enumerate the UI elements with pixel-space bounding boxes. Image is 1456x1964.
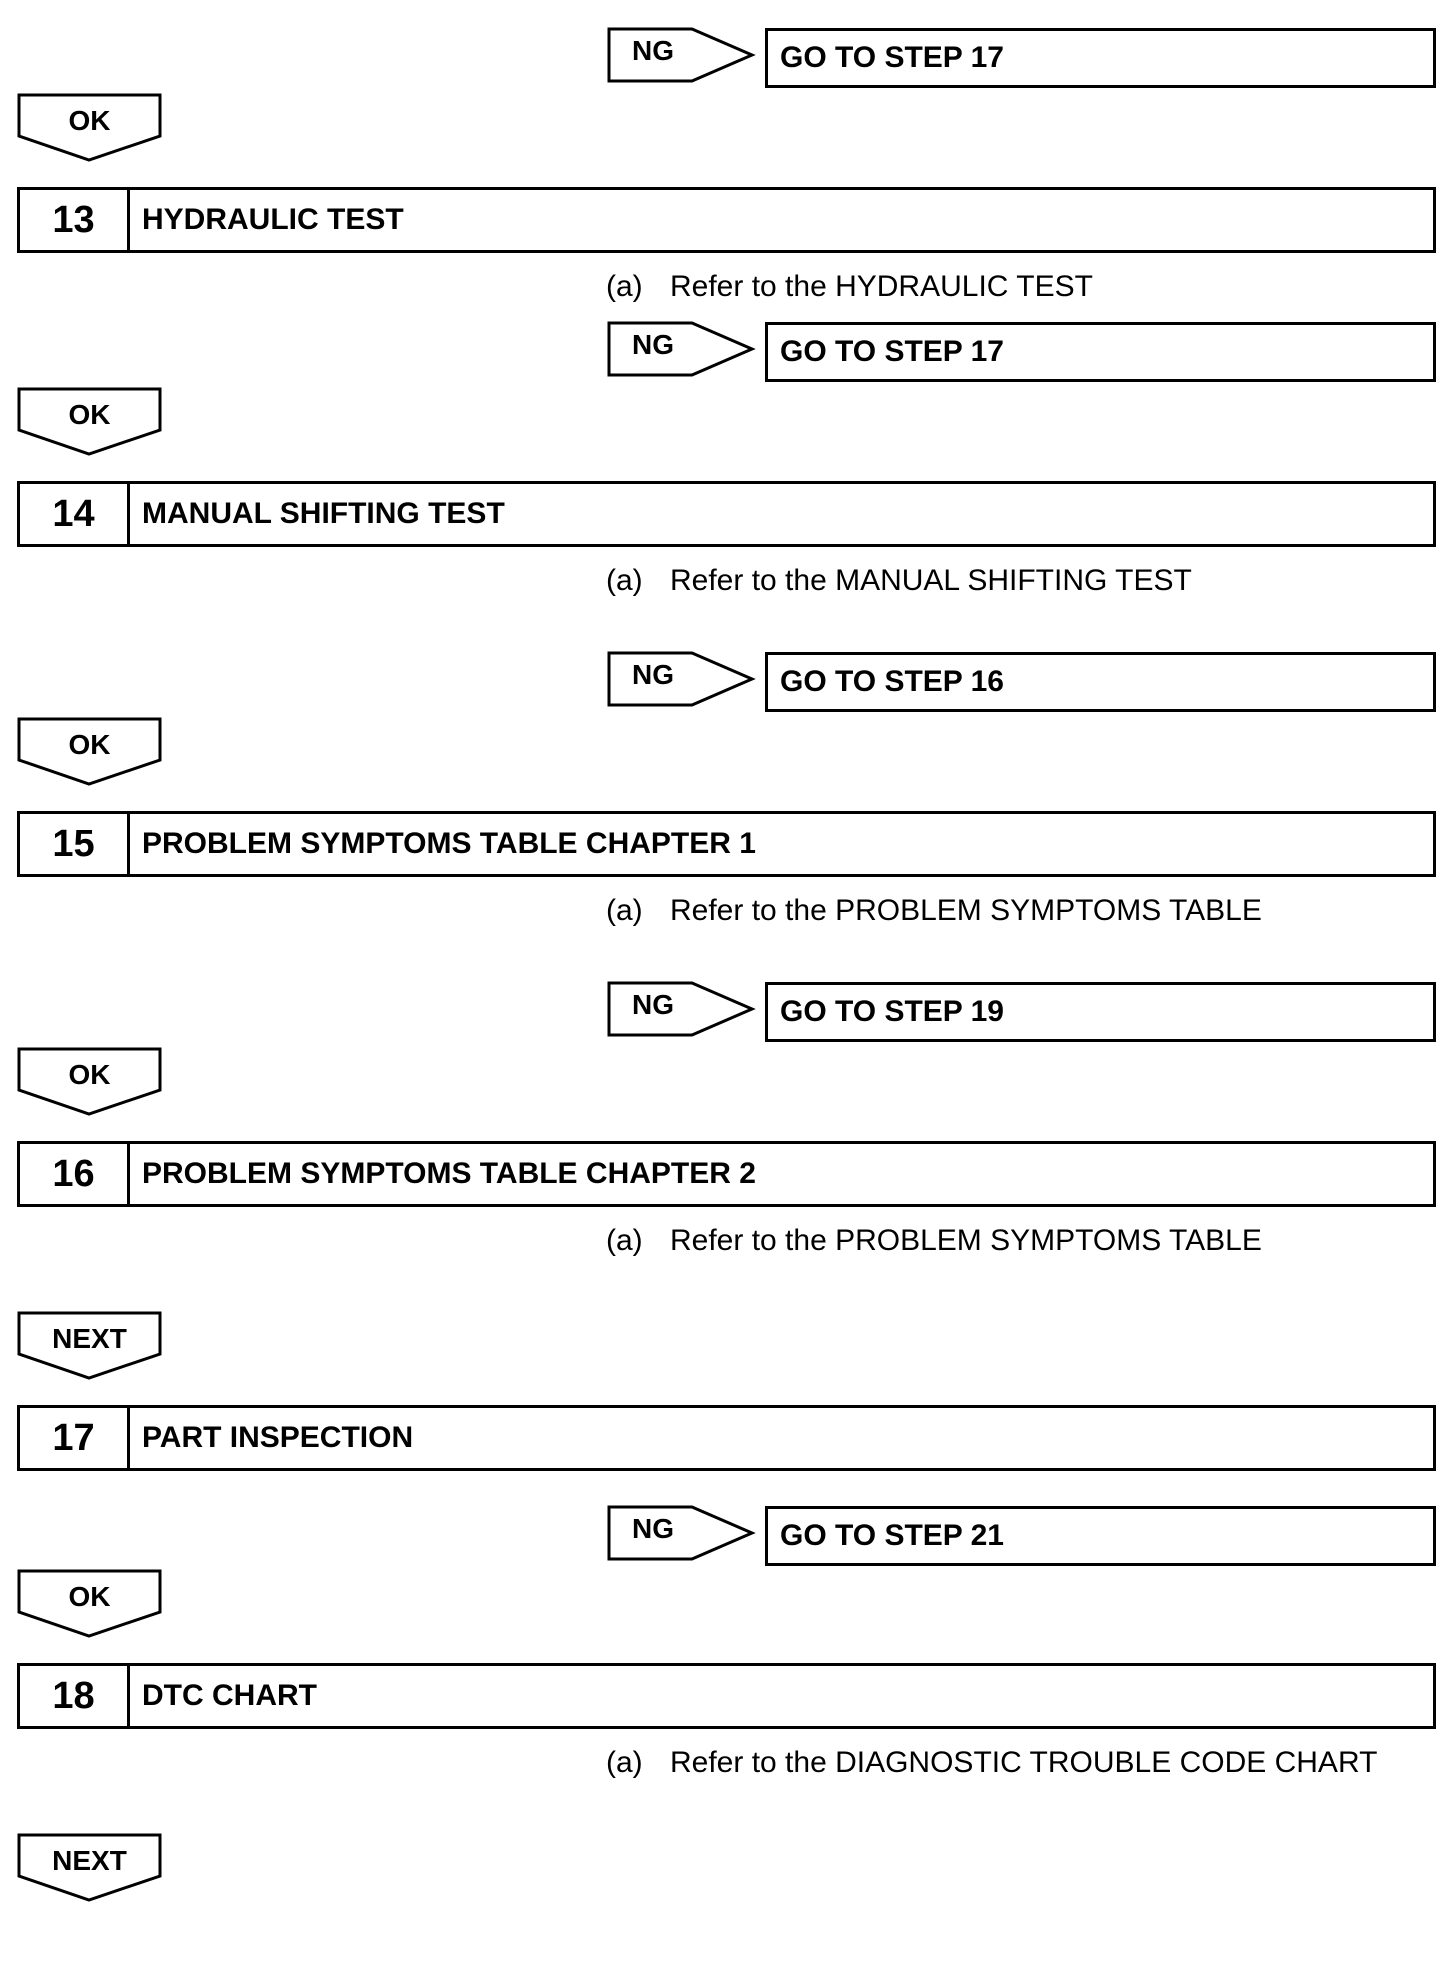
step-note xyxy=(606,1746,1377,1780)
note-label: (a) xyxy=(606,1224,643,1257)
goto-step-box[interactable]: GO TO STEP 19 xyxy=(765,982,1436,1042)
step-title: PROBLEM SYMPTOMS TABLE CHAPTER 1 xyxy=(142,827,756,860)
ok-label: OK xyxy=(68,399,111,430)
note-text: Refer to the DIAGNOSTIC TROUBLE CODE CHART xyxy=(670,1746,1378,1779)
ng-label: NG xyxy=(632,659,674,690)
step-number: 17 xyxy=(20,1408,130,1468)
step-box-18 xyxy=(17,1663,1436,1729)
ng-label: NG xyxy=(632,1513,674,1544)
step-title: PROBLEM SYMPTOMS TABLE CHAPTER 2 xyxy=(142,1157,756,1190)
next-label: NEXT xyxy=(52,1323,127,1354)
step-box-15 xyxy=(17,811,1436,877)
next-label: NEXT xyxy=(52,1845,127,1876)
note-text: Refer to the PROBLEM SYMPTOMS TABLE xyxy=(670,1224,1262,1257)
step-title: HYDRAULIC TEST xyxy=(142,203,404,236)
step-note xyxy=(606,270,1093,304)
goto-step-box[interactable]: GO TO STEP 17 xyxy=(765,322,1436,382)
step-number: 15 xyxy=(20,814,130,874)
step-box-13 xyxy=(17,187,1436,253)
ng-label: NG xyxy=(632,329,674,360)
step-number: 18 xyxy=(20,1666,130,1726)
note-label: (a) xyxy=(606,1746,643,1779)
step-title: PART INSPECTION xyxy=(142,1421,414,1454)
note-label: (a) xyxy=(606,894,643,927)
step-box-17 xyxy=(17,1405,1436,1471)
goto-step-box[interactable]: GO TO STEP 17 xyxy=(765,28,1436,88)
note-label: (a) xyxy=(606,564,643,597)
step-note xyxy=(606,564,1192,598)
step-box-14 xyxy=(17,481,1436,547)
step-note xyxy=(606,894,1262,928)
step-number: 13 xyxy=(20,190,130,250)
ok-label: OK xyxy=(68,105,111,136)
note-text: Refer to the HYDRAULIC TEST xyxy=(670,270,1093,303)
note-text: Refer to the PROBLEM SYMPTOMS TABLE xyxy=(670,894,1262,927)
ok-label: OK xyxy=(68,1581,111,1612)
step-number: 16 xyxy=(20,1144,130,1204)
step-title: DTC CHART xyxy=(142,1679,317,1712)
ng-label: NG xyxy=(632,35,674,66)
note-label: (a) xyxy=(606,270,643,303)
goto-step-box[interactable]: GO TO STEP 16 xyxy=(765,652,1436,712)
step-title: MANUAL SHIFTING TEST xyxy=(142,497,505,530)
goto-step-box[interactable]: GO TO STEP 21 xyxy=(765,1506,1436,1566)
step-box-16 xyxy=(17,1141,1436,1207)
ok-label: OK xyxy=(68,729,111,760)
ng-label: NG xyxy=(632,989,674,1020)
step-number: 14 xyxy=(20,484,130,544)
step-note xyxy=(606,1224,1262,1258)
ok-label: OK xyxy=(68,1059,111,1090)
note-text: Refer to the MANUAL SHIFTING TEST xyxy=(670,564,1192,597)
